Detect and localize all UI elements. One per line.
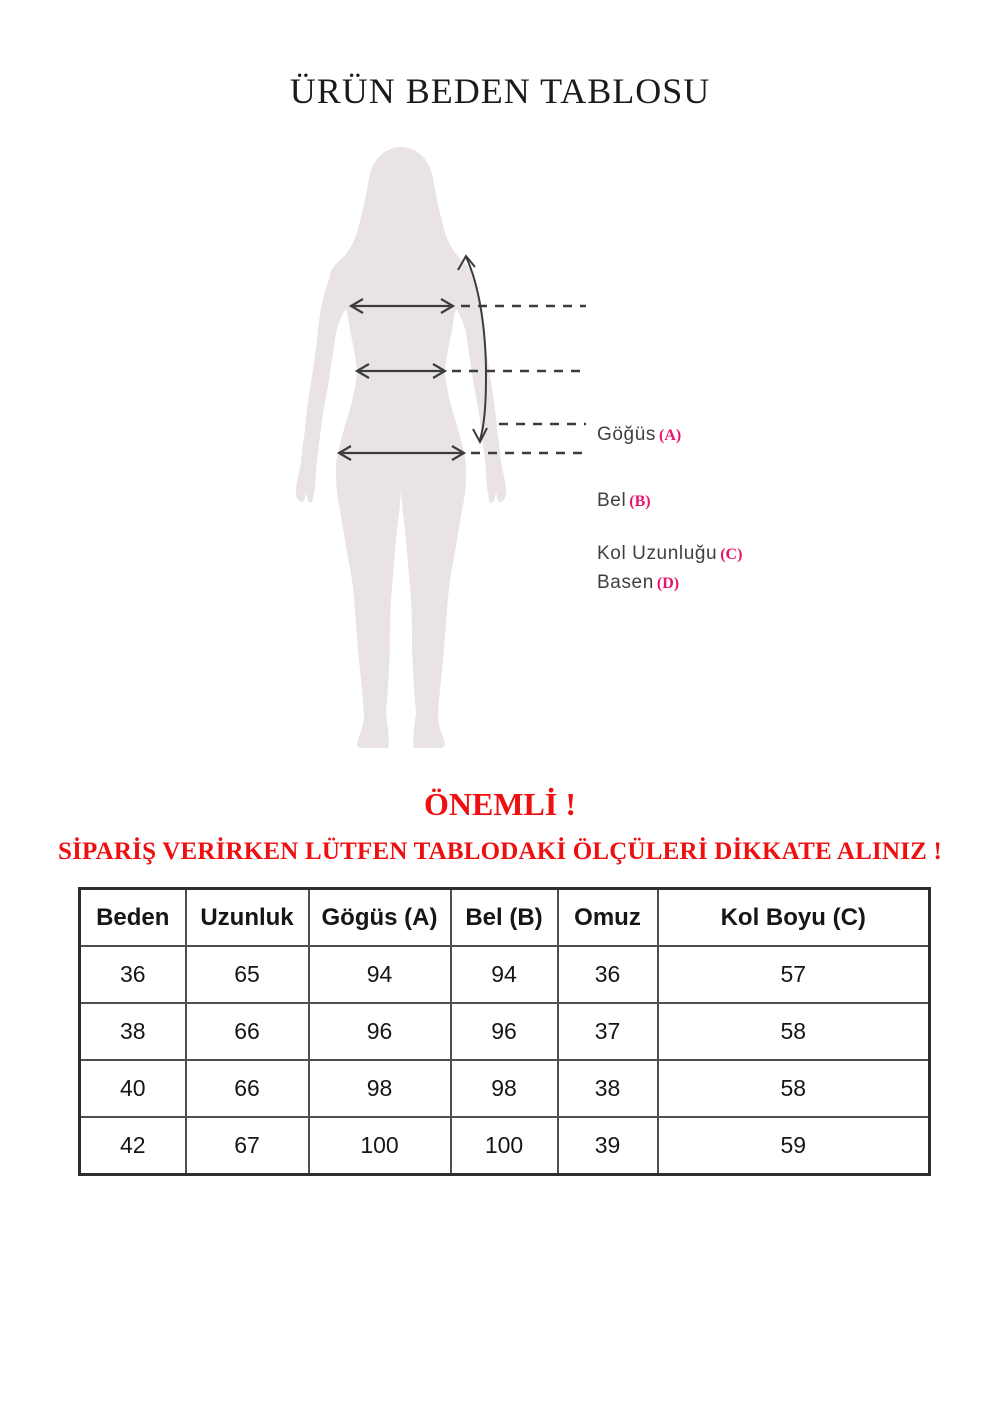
table-row xyxy=(80,1117,930,1175)
cell-bel: 96 xyxy=(451,1003,558,1060)
measurement-code: (B) xyxy=(629,493,651,510)
cell-kol-boyu: 59 xyxy=(658,1117,930,1175)
measurement-label-arm-length xyxy=(597,542,742,567)
measurement-name: Göğüs xyxy=(597,424,656,445)
measurement-code: (A) xyxy=(658,427,682,444)
size-table xyxy=(78,887,931,1176)
page-title: ÜRÜN BEDEN TABLOSU xyxy=(289,71,711,111)
cell-bel: 100 xyxy=(451,1117,558,1175)
body-silhouette xyxy=(296,147,506,748)
cell-omuz: 36 xyxy=(558,946,658,1003)
measurement-name: Bel xyxy=(597,490,627,511)
column-header-kol-boyu: Kol Boyu (C) xyxy=(658,889,930,947)
important-heading: ÖNEMLİ ! xyxy=(424,786,576,822)
column-header-uzunluk: Uzunluk xyxy=(186,889,309,947)
body-measurement-diagram xyxy=(0,130,1000,770)
cell-gogus: 100 xyxy=(309,1117,451,1175)
cell-gogus: 96 xyxy=(309,1003,451,1060)
column-header-bel: Bel (B) xyxy=(451,889,558,947)
cell-uzunluk: 67 xyxy=(186,1117,309,1175)
size-table-header-row xyxy=(80,889,930,947)
body-silhouette-figure xyxy=(0,130,1000,770)
cell-gogus: 98 xyxy=(309,1060,451,1117)
measurement-label-chest xyxy=(597,423,681,448)
cell-beden: 38 xyxy=(80,1003,186,1060)
measurement-code: (D) xyxy=(656,575,680,592)
measurement-name: Basen xyxy=(597,572,654,593)
table-row xyxy=(80,946,930,1003)
table-row xyxy=(80,1060,930,1117)
cell-kol-boyu: 58 xyxy=(658,1003,930,1060)
cell-bel: 94 xyxy=(451,946,558,1003)
measurement-name: Kol Uzunluğu xyxy=(597,543,718,564)
cell-uzunluk: 66 xyxy=(186,1003,309,1060)
cell-bel: 98 xyxy=(451,1060,558,1117)
cell-uzunluk: 65 xyxy=(186,946,309,1003)
cell-beden: 36 xyxy=(80,946,186,1003)
measurement-label-hips xyxy=(597,571,679,596)
measurement-label-waist xyxy=(597,489,651,514)
cell-omuz: 37 xyxy=(558,1003,658,1060)
table-row xyxy=(80,1003,930,1060)
column-header-gogus: Gögüs (A) xyxy=(309,889,451,947)
cell-beden: 40 xyxy=(80,1060,186,1117)
cell-beden: 42 xyxy=(80,1117,186,1175)
cell-omuz: 38 xyxy=(558,1060,658,1117)
cell-kol-boyu: 57 xyxy=(658,946,930,1003)
measurement-code: (C) xyxy=(720,546,743,563)
column-header-beden: Beden xyxy=(80,889,186,947)
cell-gogus: 94 xyxy=(309,946,451,1003)
cell-omuz: 39 xyxy=(558,1117,658,1175)
warning-message: SİPARİŞ VERİRKEN LÜTFEN TABLODAKİ ÖLÇÜLERİ DİKKATE ALINIZ ! xyxy=(58,838,942,865)
column-header-omuz: Omuz xyxy=(558,889,658,947)
cell-kol-boyu: 58 xyxy=(658,1060,930,1117)
cell-uzunluk: 66 xyxy=(186,1060,309,1117)
